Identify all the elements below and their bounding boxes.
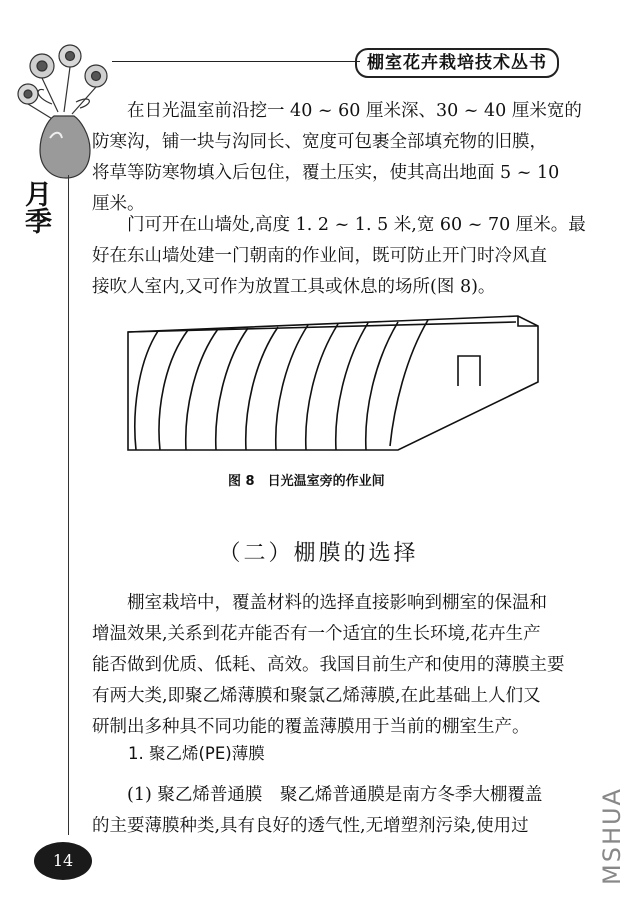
paragraph-2 (92, 210, 586, 303)
section-heading: （二）棚膜的选择 (218, 541, 419, 566)
text-line: 好在东山墙处建一门朝南的作业间，既可防止开门时冷风直 (92, 246, 547, 266)
text-line: 将草等防寒物填入后包住，覆土压实，使其高出地面 5 ~ 10 (92, 163, 560, 183)
page-number: 14 (34, 842, 92, 880)
work-room-door (458, 356, 480, 386)
book-title-text: 月季 (20, 180, 51, 234)
arch-rib (186, 329, 218, 450)
subheading: 1. 聚乙烯(PE)薄膜 (128, 744, 265, 763)
text-line: 能否做到优质、低耗、高效。我国目前生产和使用的薄膜主要 (92, 655, 565, 675)
arch-rib (390, 320, 428, 446)
figure-caption: 图 8 日光温室旁的作业间 (228, 474, 385, 489)
arch-rib (246, 327, 278, 450)
text-line: 防寒沟，铺一块与沟同长、宽度可包裹全部填充物的旧膜， (92, 132, 547, 152)
greenhouse-figure (118, 312, 548, 462)
text-line: 在日光温室前沿挖一 40 ~ 60 厘米深、30 ~ 40 厘米宽的 (127, 101, 582, 121)
arch-rib (276, 325, 308, 450)
text-line: 研制出多种具不同功能的覆盖薄膜用于当前的棚室生产。 (92, 717, 530, 737)
paragraph-3 (92, 588, 572, 743)
watermark: MSHUA (598, 787, 626, 885)
text-line: (1) 聚乙烯普通膜 聚乙烯普通膜是南方冬季大棚覆盖 (127, 785, 543, 805)
arch-rib (159, 330, 188, 450)
text-line: 门可开在山墙处,高度 1. 2 ~ 1. 5 米,宽 60 ~ 70 厘米。最 (127, 215, 586, 235)
text-line: 接吹人室内,又可作为放置工具或休息的场所(图 8)。 (92, 277, 496, 297)
arch-rib (306, 324, 338, 450)
text-line: 有两大类,即聚乙烯薄膜和聚氯乙烯薄膜,在此基础上人们又 (92, 686, 541, 706)
paragraph-1 (92, 96, 582, 220)
arch-rib (336, 323, 368, 450)
greenhouse-outline (128, 316, 538, 450)
side-rule (68, 175, 69, 835)
arch-rib (135, 331, 158, 450)
arch-rib (216, 328, 248, 450)
arch-rib (366, 322, 398, 450)
paragraph-4 (92, 780, 572, 842)
header-rule (112, 61, 360, 62)
text-line: 棚室栽培中，覆盖材料的选择直接影响到棚室的保温和 (127, 593, 547, 613)
series-title: 棚室花卉栽培技术丛书 (355, 48, 559, 78)
text-line: 增温效果,关系到花卉能否有一个适宜的生长环境,花卉生产 (92, 624, 541, 644)
text-line: 的主要薄膜种类,具有良好的透气性,无增塑剂污染,使用过 (92, 816, 529, 836)
text-line: 厘米。 (92, 194, 145, 214)
book-title (16, 180, 54, 243)
